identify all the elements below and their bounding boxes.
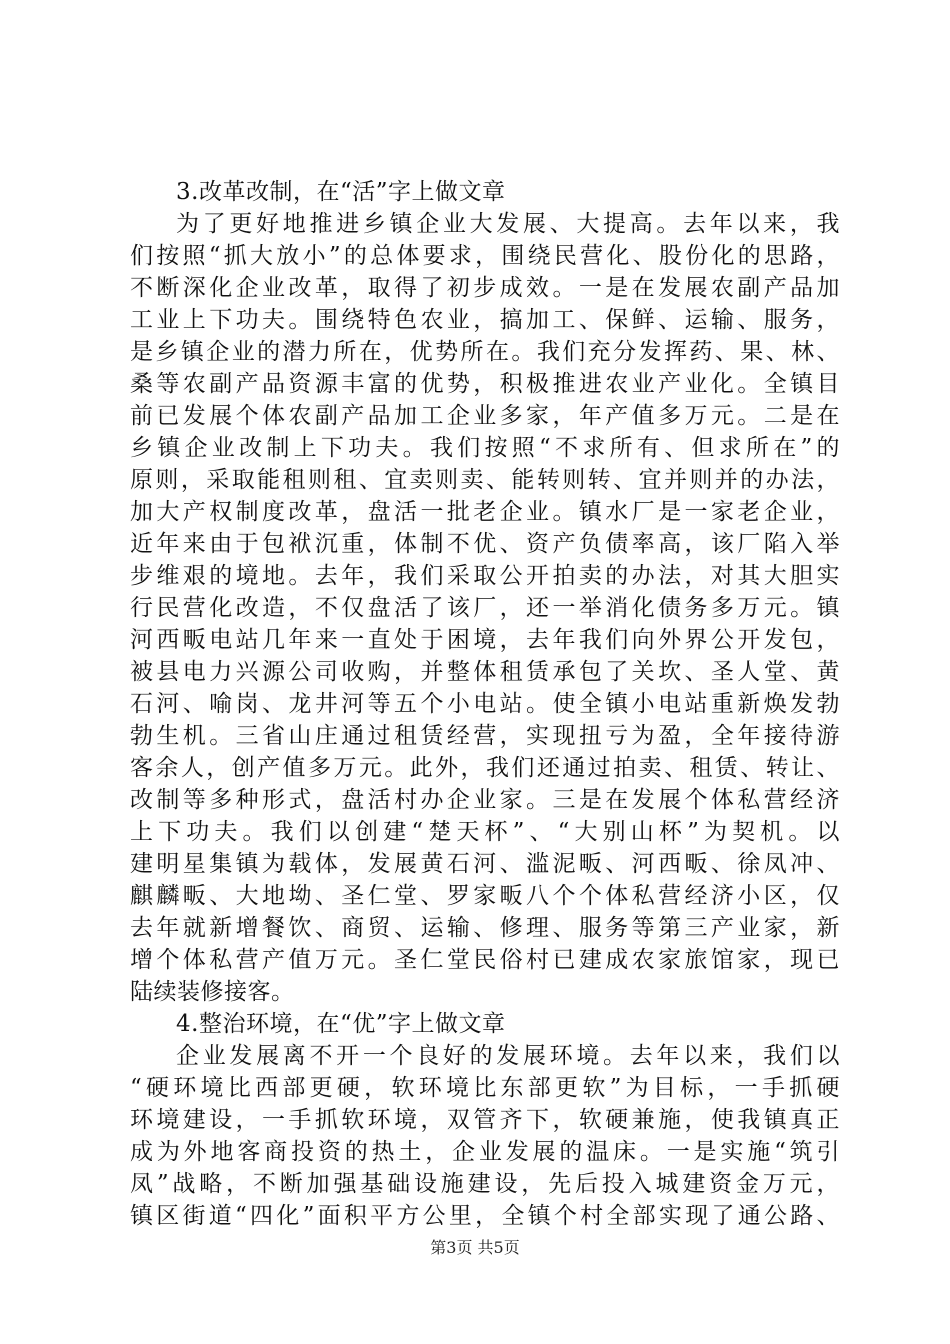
paragraph-line: “硬环境比西部更硬，软环境比东部更软”为目标，一手抓硬 <box>130 1075 840 1101</box>
paragraph-line: 行民营化改造，不仅盘活了该厂，还一举消化债务多万元。镇 <box>130 595 840 621</box>
paragraph-line: 近年来由于包袱沉重，体制不优、资产负债率高，该厂陷入举 <box>130 531 840 557</box>
paragraph-line: 们按照“抓大放小”的总体要求，围绕民营化、股份化的思路， <box>130 243 840 269</box>
paragraph-line: 工业上下功夫。围绕特色农业，搞加工、保鲜、运输、服务， <box>130 307 840 333</box>
paragraph-line: 环境建设，一手抓软环境，双管齐下，软硬兼施，使我镇真正 <box>130 1107 840 1133</box>
paragraph-line: 石河、喻岗、龙井河等五个小电站。使全镇小电站重新焕发勃 <box>130 691 840 717</box>
paragraph-line: 去年就新增餐饮、商贸、运输、修理、服务等第三产业家，新 <box>130 915 840 941</box>
paragraph-line: 陆续装修接客。 <box>130 979 295 1005</box>
paragraph-line: 企业发展离不开一个良好的发展环境。去年以来，我们以 <box>176 1043 840 1069</box>
paragraph-line: 镇区街道“四化”面积平方公里，全镇个村全部实现了通公路、 <box>130 1203 840 1229</box>
paragraph-line: 上下功夫。我们以创建“楚天杯”、“大别山杯”为契机。以 <box>130 819 840 845</box>
paragraph-line: 成为外地客商投资的热土，企业发展的温床。一是实施“筑引 <box>130 1139 840 1165</box>
paragraph-line: 是乡镇企业的潜力所在，优势所在。我们充分发挥药、果、林、 <box>130 339 840 365</box>
paragraph-line: 不断深化企业改革，取得了初步成效。一是在发展农副产品加 <box>130 275 840 301</box>
section-heading: 3.改革改制，在“活”字上做文章 <box>176 179 506 205</box>
paragraph-line: 建明星集镇为载体，发展黄石河、滥泥畈、河西畈、徐凤冲、 <box>130 851 840 877</box>
page-footer: 第3页 共5页 <box>430 1238 520 1257</box>
paragraph-line: 前已发展个体农副产品加工企业多家，年产值多万元。二是在 <box>130 403 840 429</box>
paragraph-line: 乡镇企业改制上下功夫。我们按照“不求所有、但求所在”的 <box>130 435 840 461</box>
paragraph-line: 麒麟畈、大地坳、圣仁堂、罗家畈八个个体私营经济小区，仅 <box>130 883 840 909</box>
paragraph-line: 增个体私营产值万元。圣仁堂民俗村已建成农家旅馆家，现已 <box>130 947 840 973</box>
paragraph-line: 原则，采取能租则租、宜卖则卖、能转则转、宜并则并的办法， <box>130 467 840 493</box>
paragraph-line: 加大产权制度改革，盘活一批老企业。镇水厂是一家老企业， <box>130 499 840 525</box>
paragraph-line: 凤”战略，不断加强基础设施建设，先后投入城建资金万元， <box>130 1171 840 1197</box>
paragraph-line: 桑等农副产品资源丰富的优势，积极推进农业产业化。全镇目 <box>130 371 840 397</box>
paragraph-line: 步维艰的境地。去年，我们采取公开拍卖的办法，对其大胆实 <box>130 563 840 589</box>
paragraph-line: 河西畈电站几年来一直处于困境，去年我们向外界公开发包， <box>130 627 840 653</box>
paragraph-line: 改制等多种形式，盘活村办企业家。三是在发展个体私营经济 <box>130 787 840 813</box>
paragraph-line: 被县电力兴源公司收购，并整体租赁承包了关坎、圣人堂、黄 <box>130 659 840 685</box>
paragraph-line: 为了更好地推进乡镇企业大发展、大提高。去年以来，我 <box>176 211 840 237</box>
paragraph-line: 勃生机。三省山庄通过租赁经营，实现扭亏为盈，全年接待游 <box>130 723 840 749</box>
section-heading: 4.整治环境，在“优”字上做文章 <box>176 1011 506 1037</box>
paragraph-line: 客余人，创产值多万元。此外，我们还通过拍卖、租赁、转让、 <box>130 755 840 781</box>
